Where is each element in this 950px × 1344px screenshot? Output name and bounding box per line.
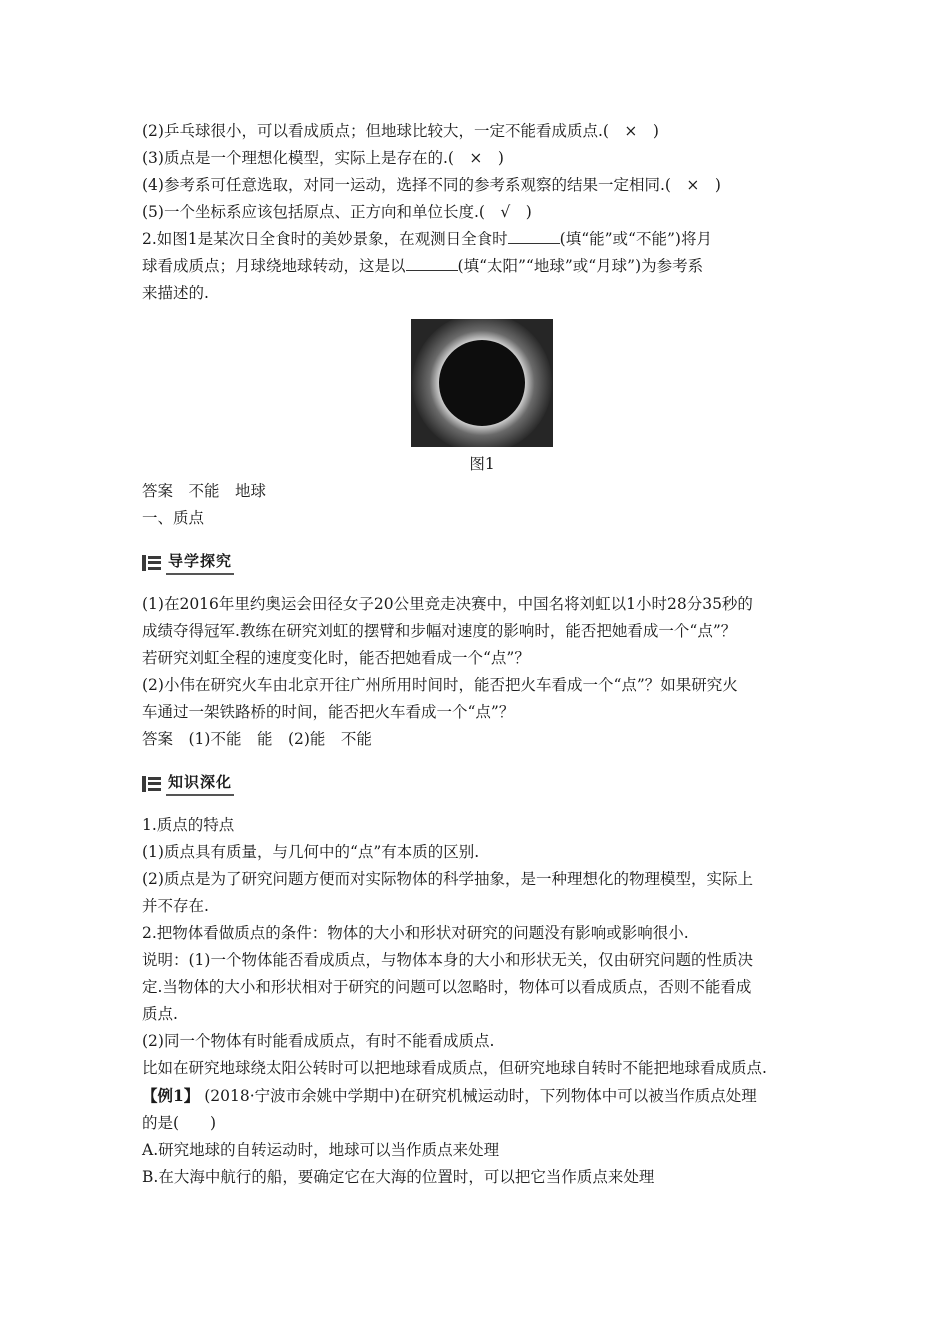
judgment-5: (5)一个坐标系应该包括原点、正方向和单位长度.( √ )	[142, 203, 532, 221]
knowledge-line: 1.质点的特点	[142, 816, 235, 834]
section-header-guided-inquiry	[142, 550, 822, 575]
inquiry-line: 车通过一架铁路桥的时间，能否把火车看成一个“点”？	[142, 703, 515, 721]
option-b: B.在大海中航行的船，要确定它在大海的位置时，可以把它当作质点来处理	[142, 1168, 655, 1186]
knowledge-line: 2.把物体看做质点的条件：物体的大小和形状对研究的问题没有影响或影响很小.	[142, 924, 689, 942]
question-2-line-1	[142, 226, 822, 253]
question-2-text-c: 球看成质点；月球绕地球转动，这是以	[142, 257, 406, 275]
knowledge-line: 比如在研究地球绕太阳公转时可以把地球看成质点，但研究地球自转时不能把地球看成质点.	[142, 1059, 767, 1077]
example-text: (2018·宁波市余姚中学期中)在研究机械运动时，下列物体中可以被当作质点处理	[204, 1087, 757, 1105]
inquiry-line: 成绩夺得冠军.教练在研究刘虹的摆臂和步幅对速度的影响时，能否把她看成一个“点”？	[142, 622, 737, 640]
inquiry-line: (2)小伟在研究火车由北京开往广州所用时间时，能否把火车看成一个“点”？如果研究火	[142, 676, 738, 694]
section-heading: 一、质点	[142, 509, 205, 527]
document-page	[142, 118, 822, 1191]
inquiry-line: (1)在2016年里约奥运会田径女子20公里竞走决赛中，中国名将刘虹以1小时28分35秒的	[142, 595, 753, 613]
section-title: 导学探究	[166, 550, 234, 575]
example-1-line-1	[142, 1082, 822, 1110]
list-icon	[142, 776, 162, 792]
question-2-text-a: 2.如图1是某次日全食时的美妙景象，在观测日全食时	[142, 230, 508, 248]
figure-caption: 图1	[469, 455, 495, 473]
knowledge-line: (2)同一个物体有时能看成质点，有时不能看成质点.	[142, 1032, 495, 1050]
figure-1	[142, 319, 822, 478]
solar-eclipse-image	[411, 319, 553, 447]
question-2-line-3: 来描述的.	[142, 284, 209, 302]
knowledge-line: (1)质点具有质量，与几何中的“点”有本质的区别.	[142, 843, 480, 861]
question-2-line-2	[142, 253, 822, 280]
question-2-text-b: (填“能”或“不能”)将月	[559, 230, 712, 248]
inquiry-answer: 答案 (1)不能 能 (2)能 不能	[142, 730, 372, 748]
judgment-4: (4)参考系可任意选取，对同一运动，选择不同的参考系观察的结果一定相同.( × )	[142, 176, 721, 194]
knowledge-line: 并不存在.	[142, 897, 209, 915]
judgment-2: (2)乒乓球很小，可以看成质点；但地球比较大，一定不能看成质点.( × )	[142, 122, 659, 140]
knowledge-line: 定.当物体的大小和形状相对于研究的问题可以忽略时，物体可以看成质点，否则不能看成	[142, 978, 752, 996]
option-a: A.研究地球的自转运动时，地球可以当作质点来处理	[142, 1141, 500, 1159]
answer-1: 答案 不能 地球	[142, 482, 267, 500]
inquiry-line: 若研究刘虹全程的速度变化时，能否把她看成一个“点”？	[142, 649, 530, 667]
example-1-line-2: 的是( )	[142, 1114, 217, 1132]
knowledge-line: 说明：(1)一个物体能否看成质点，与物体本身的大小和形状无关，仅由研究问题的性质决	[142, 951, 753, 969]
fill-blank-1	[508, 229, 560, 244]
fill-blank-2	[406, 256, 458, 271]
section-title: 知识深化	[166, 771, 234, 796]
question-2-text-d: (填“太阳”“地球”或“月球”)为参考系	[457, 257, 704, 275]
knowledge-line: (2)质点是为了研究问题方便而对实际物体的科学抽象，是一种理想化的物理模型，实际上	[142, 870, 753, 888]
list-icon	[142, 555, 162, 571]
knowledge-line: 质点.	[142, 1005, 178, 1023]
example-label: 【例1】	[142, 1086, 200, 1105]
section-header-knowledge-deepening	[142, 771, 822, 796]
judgment-3: (3)质点是一个理想化模型，实际上是存在的.( × )	[142, 149, 504, 167]
